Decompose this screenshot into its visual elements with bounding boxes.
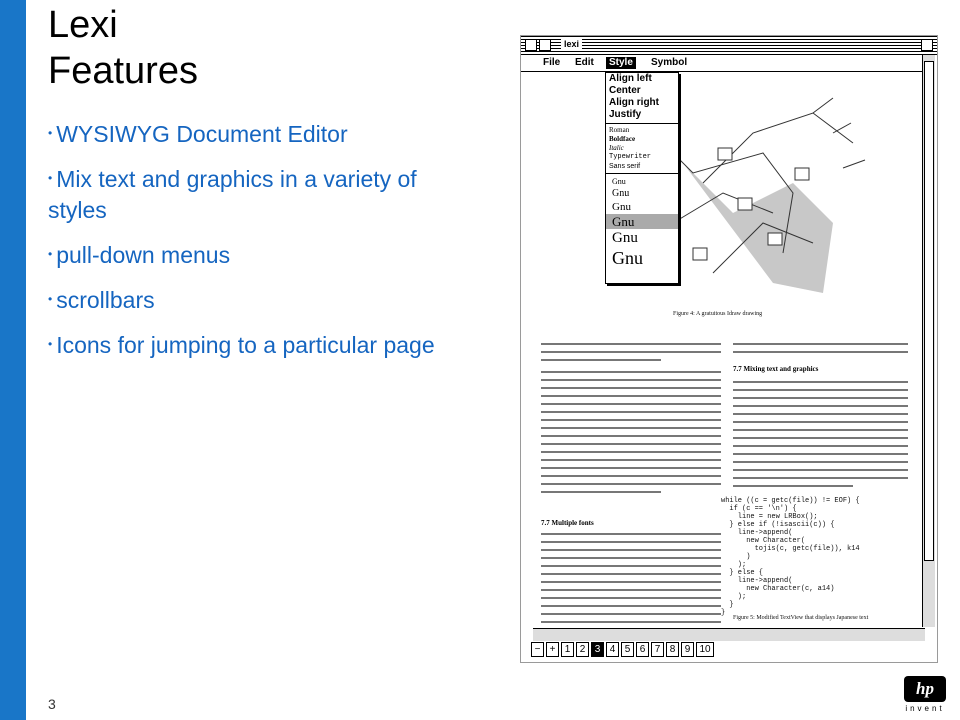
page-prev-icon[interactable]: −	[531, 642, 544, 657]
window-title: lexi	[561, 39, 582, 50]
page-icon-6[interactable]: 6	[636, 642, 649, 657]
menu-item-size-3[interactable]: Gnu	[612, 201, 631, 213]
page-icon-4[interactable]: 4	[606, 642, 619, 657]
window-menu-icon[interactable]	[525, 39, 537, 51]
style-menu-dropdown	[605, 72, 679, 284]
menu-item-size-5[interactable]: Gnu	[612, 230, 638, 246]
menu-item-size-1[interactable]: Gnu	[612, 177, 626, 186]
figure-caption-2: Figure 5: Modified TextView that displays Japanese text	[733, 615, 869, 621]
horizontal-scrollbar[interactable]	[533, 628, 925, 641]
page-icon-7[interactable]: 7	[651, 642, 664, 657]
bullet-mix-text-graphics: • Mix text and graphics in a variety of styles	[48, 163, 478, 226]
hp-logo-text: invent	[905, 704, 945, 713]
menu-file[interactable]: File	[543, 57, 561, 68]
title-line-2: Features	[48, 50, 198, 92]
page-icon-10[interactable]: 10	[696, 642, 714, 657]
menu-item-justify[interactable]: Justify	[609, 109, 642, 120]
page-next-icon[interactable]: +	[546, 642, 559, 657]
title-line-1: Lexi	[48, 4, 118, 46]
menu-item-italic[interactable]: Italic	[609, 144, 624, 152]
menu-item-align-right[interactable]: Align right	[609, 97, 659, 108]
page-icon-5[interactable]: 5	[621, 642, 634, 657]
lexi-window	[520, 35, 938, 663]
menu-item-roman[interactable]: Roman	[609, 126, 630, 134]
feature-list	[48, 118, 478, 374]
idraw-figure	[653, 98, 865, 293]
menu-item-sans-serif[interactable]: Sans serif	[609, 163, 641, 170]
heading-fonts: 7.7 Multiple fonts	[541, 519, 594, 527]
document-page[interactable]	[533, 73, 913, 628]
menu-item-size-6[interactable]: Gnu	[612, 248, 643, 268]
menu-item-align-left[interactable]: Align left	[609, 73, 652, 84]
menu-separator	[606, 173, 678, 174]
menu-item-center[interactable]: Center	[609, 85, 641, 96]
window-close-icon[interactable]	[539, 39, 551, 51]
window-resize-icon[interactable]	[921, 39, 933, 51]
window-titlebar[interactable]	[521, 36, 937, 55]
hp-logo-mark: hp	[904, 676, 946, 702]
page-icon-2[interactable]: 2	[576, 642, 589, 657]
slide-number: 3	[48, 696, 56, 712]
page-icon-9[interactable]: 9	[681, 642, 694, 657]
bullet-wysiwyg: • WYSIWYG Document Editor	[48, 118, 478, 150]
menu-item-size-2[interactable]: Gnu	[612, 188, 630, 199]
menu-item-boldface[interactable]: Boldface	[609, 135, 636, 143]
menu-symbol[interactable]: Symbol	[651, 57, 688, 68]
hp-logo	[900, 676, 950, 714]
page-icon-1[interactable]: 1	[561, 642, 574, 657]
menu-style[interactable]: Style	[606, 57, 636, 69]
accent-side-bar	[0, 0, 26, 720]
page-icon-3[interactable]: 3	[591, 642, 604, 657]
slide-title	[48, 2, 198, 94]
page-icon-bar	[531, 642, 714, 658]
vertical-scroll-thumb[interactable]	[924, 61, 934, 561]
figure-caption: Figure 4: A gratuitous Idraw drawing	[673, 311, 763, 317]
menu-edit[interactable]: Edit	[575, 57, 594, 68]
bullet-scrollbars: • scrollbars	[48, 284, 478, 316]
menu-item-typewriter[interactable]: Typewriter	[609, 153, 652, 161]
menu-separator	[606, 123, 678, 124]
code-sample: while ((c = getc(file)) != EOF) { if (c == '\n') { line = new LRBox(); } else if (!isascii(c)) { line->append( new Character( tojis(c, getc(file)), k14 ) ); } else { line->append( new Character(c, a14) ); } }	[721, 497, 860, 617]
bullet-pulldown-menus: • pull-down menus	[48, 239, 478, 271]
heading-mixing: 7.7 Mixing text and graphics	[733, 365, 819, 373]
menu-bar	[521, 55, 925, 72]
bullet-page-icons: • Icons for jumping to a particular page	[48, 329, 478, 361]
page-icon-8[interactable]: 8	[666, 642, 679, 657]
menu-item-size-4[interactable]: Gnu	[606, 214, 678, 229]
vertical-scrollbar[interactable]	[922, 55, 935, 627]
